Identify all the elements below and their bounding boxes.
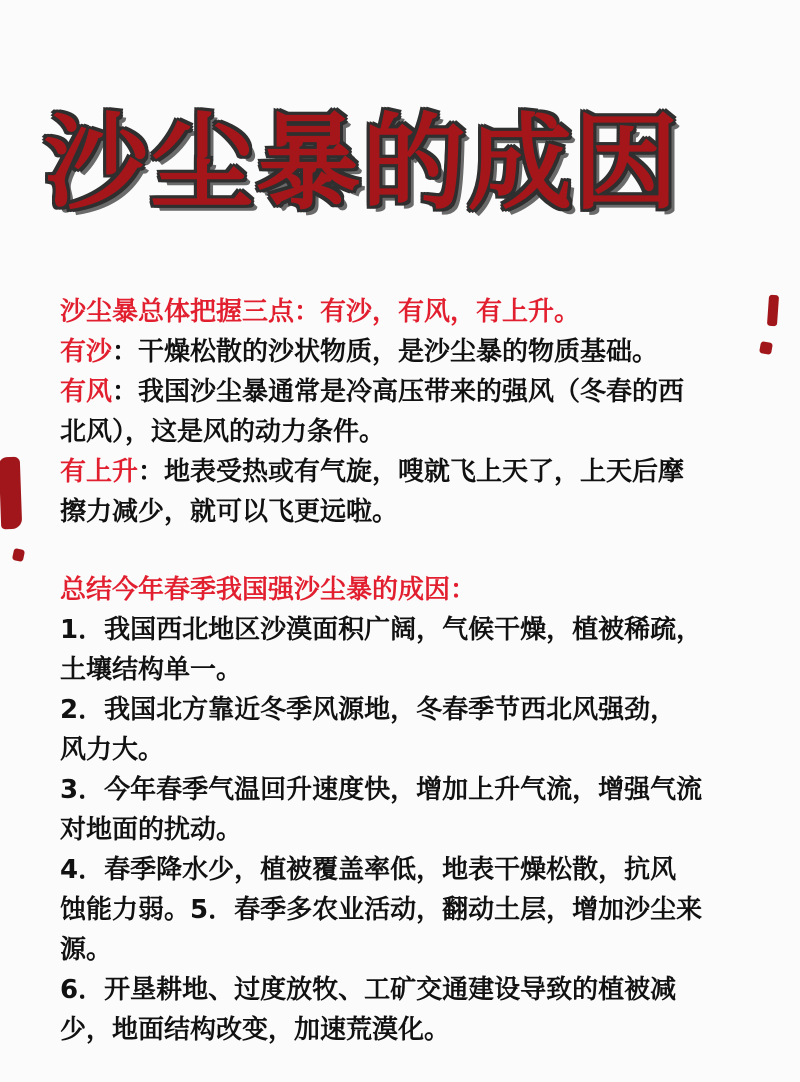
section-two — [60, 570, 770, 1050]
section-two-line-3: 2．我国北方靠近冬季风源地，冬春季节西北风强劲， — [60, 695, 677, 725]
section-one-item-wind-line-1 — [60, 372, 770, 412]
section-two-line-7: 4．春季降水少，植被覆盖率低，地表干燥松散，抗风 — [60, 855, 677, 885]
section-one-item-rise-text-1: ：地表受热或有气旋，嗖就飞上天了，上天后摩 — [138, 457, 685, 487]
section-one-item-wind-label: 有风 — [60, 377, 113, 407]
section-one-item-wind-text-1: ：我国沙尘暴通常是冷高压带来的强风（冬春的西 — [112, 377, 685, 407]
section-spacer — [60, 532, 770, 570]
section-two-line-5: 3．今年春季气温回升速度快，增加上升气流，增强气流 — [60, 775, 703, 805]
section-two-line-4: 风力大。 — [60, 735, 165, 765]
section-one-item-sand-label: 有沙 — [60, 337, 113, 367]
section-one-item-rise-line-2: 擦力减少，就可以飞更远啦。 — [60, 497, 399, 527]
section-two-line-10: 6．开垦耕地、过度放牧、工矿交通建设导致的植被减 — [60, 975, 677, 1005]
section-one-item-rise-label: 有上升 — [60, 457, 139, 487]
section-two-line-11: 少，地面结构改变，加速荒漠化。 — [60, 1015, 451, 1045]
section-two-line-8: 蚀能力弱。5．春季多农业活动，翻动土层，增加沙尘来 — [60, 895, 703, 925]
section-two-line-2: 土壤结构单一。 — [60, 655, 243, 685]
section-two-line-9: 源。 — [60, 935, 113, 965]
section-one-item-sand-text: ：干燥松散的沙状物质，是沙尘暴的物质基础。 — [112, 337, 659, 367]
section-two-line-1: 1．我国西北地区沙漠面积广阔，气候干燥，植被稀疏， — [60, 615, 703, 645]
section-two-heading: 总结今年春季我国强沙尘暴的成因： — [60, 575, 477, 605]
section-one-item-wind-line-2: 北风），这是风的动力条件。 — [60, 417, 386, 447]
content-body — [60, 292, 770, 1050]
section-one-heading: 沙尘暴总体把握三点：有沙，有风，有上升。 — [60, 297, 581, 327]
brush-mark-left-dot — [12, 548, 25, 562]
page-title: 沙尘暴的成因 — [44, 102, 681, 224]
brush-mark-left-long — [0, 457, 22, 530]
section-two-line-6: 对地面的扰动。 — [60, 815, 243, 845]
section-one-item-rise-line-1 — [60, 452, 770, 492]
section-one-item-sand — [60, 332, 770, 372]
